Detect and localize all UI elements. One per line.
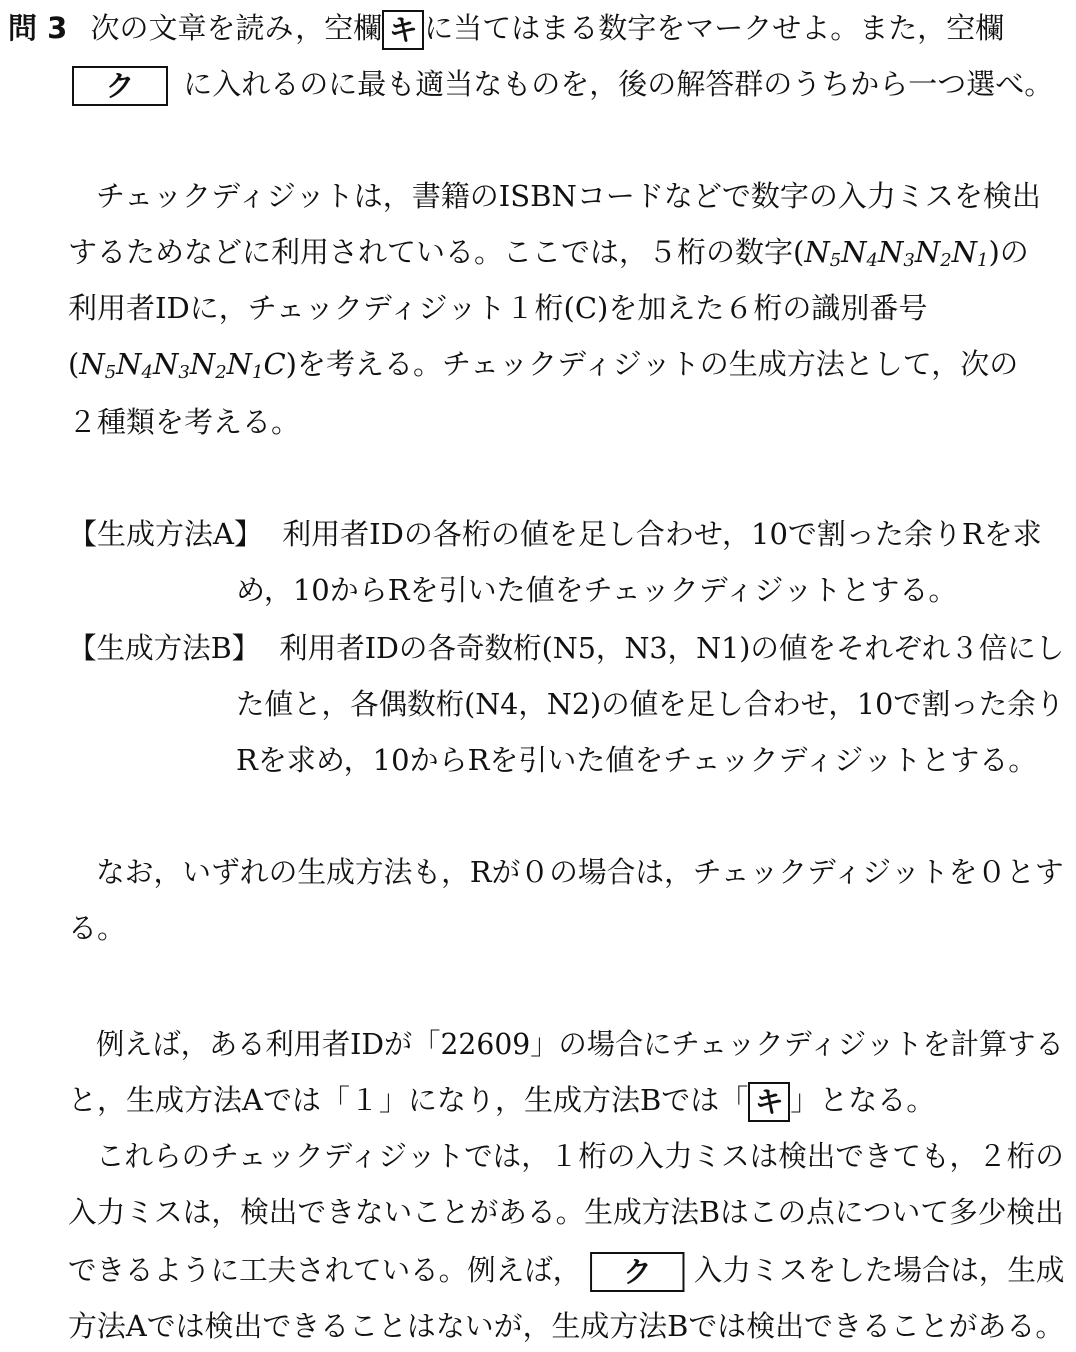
methodA-label: 【生成方法A】 bbox=[68, 517, 263, 551]
methodB-label: 【生成方法B】 bbox=[68, 631, 261, 665]
methodB-line-1 bbox=[68, 628, 1064, 668]
question-text-1b: に当てはまる数字をマークせよ。また，空欄 bbox=[424, 11, 1005, 45]
blank-ku-box-2: ク bbox=[590, 1252, 684, 1292]
methodB-line-2: た値と，各偶数桁(N4，N2)の値を足し合わせ，10で割った余り bbox=[236, 687, 1065, 721]
para1-text-2b: )の bbox=[988, 235, 1029, 269]
methodB-text-1: 利用者IDの各奇数桁(N5，N3，N1)の値をそれぞれ３倍にし bbox=[279, 631, 1065, 665]
question-header bbox=[8, 8, 1004, 48]
blank-ki-box: キ bbox=[382, 10, 424, 50]
example-line-2 bbox=[68, 1080, 935, 1120]
para1-line-2 bbox=[68, 232, 1029, 272]
blank-ki-box-2: キ bbox=[748, 1082, 790, 1122]
methodB-line-3: Rを求め，10からRを引いた値をチェックディジットとする。 bbox=[236, 743, 1038, 777]
example-line-3: これらのチェックディジットでは，１桁の入力ミスは検出できても，２桁の bbox=[96, 1139, 1064, 1173]
para1-line-4 bbox=[68, 344, 1018, 384]
question-text-2: に入れるのに最も適当なものを，後の解答群のうちから一つ選べ。 bbox=[183, 67, 1054, 101]
question-number: 問 3 bbox=[8, 11, 68, 45]
para1-line-3: 利用者IDに，チェックディジット１桁(C)を加えた６桁の識別番号 bbox=[68, 291, 928, 325]
para1-text-2a: するためなどに利用されている。ここでは，５桁の数字( bbox=[68, 235, 805, 269]
example-text-5a: できるように工夫されている。例えば， bbox=[68, 1253, 582, 1287]
formula-n5n4n3n2n1: $N_5N_4N_3N_2N_1$ bbox=[804, 235, 989, 271]
para1-line-1: チェックディジットは，書籍のISBNコードなどで数字の入力ミスを検出 bbox=[96, 179, 1041, 213]
question-line-2 bbox=[72, 64, 1053, 104]
methodA-text-1: 利用者IDの各桁の値を足し合わせ，10で割った余りRを求 bbox=[282, 517, 1042, 551]
example-text-2b: 」となる。 bbox=[790, 1083, 936, 1117]
question-text-1a: 次の文章を読み，空欄 bbox=[90, 11, 383, 45]
example-line-6: 方法Aでは検出できることはないが，生成方法Bでは検出できることがある。 bbox=[68, 1309, 1065, 1343]
methodA-line-1 bbox=[68, 514, 1042, 554]
note-line-2: る。 bbox=[68, 911, 127, 945]
example-line-1: 例えば，ある利用者IDが「22609」の場合にチェックディジットを計算する bbox=[96, 1027, 1064, 1061]
example-line-4: 入力ミスは，検出できないことがある。生成方法Bはこの点について多少検出 bbox=[68, 1195, 1064, 1229]
formula-n5n4n3n2n1c: $(N_5N_4N_3N_2N_1C)$ bbox=[68, 347, 297, 383]
example-text-2a: と，生成方法Aでは「１」になり，生成方法Bでは「 bbox=[68, 1083, 749, 1117]
methodA-line-2: め，10からRを引いた値をチェックディジットとする。 bbox=[236, 573, 958, 607]
example-text-5b: 入力ミスをした場合は，生成 bbox=[693, 1253, 1065, 1287]
para1-line-5: ２種類を考える。 bbox=[68, 405, 301, 439]
blank-ku-box: ク bbox=[72, 66, 168, 106]
note-line-1: なお，いずれの生成方法も，Rが０の場合は，チェックディジットを０とす bbox=[96, 855, 1064, 889]
example-line-5 bbox=[68, 1250, 1064, 1290]
para1-text-4: を考える。チェックディジットの生成方法として，次の bbox=[297, 347, 1019, 381]
